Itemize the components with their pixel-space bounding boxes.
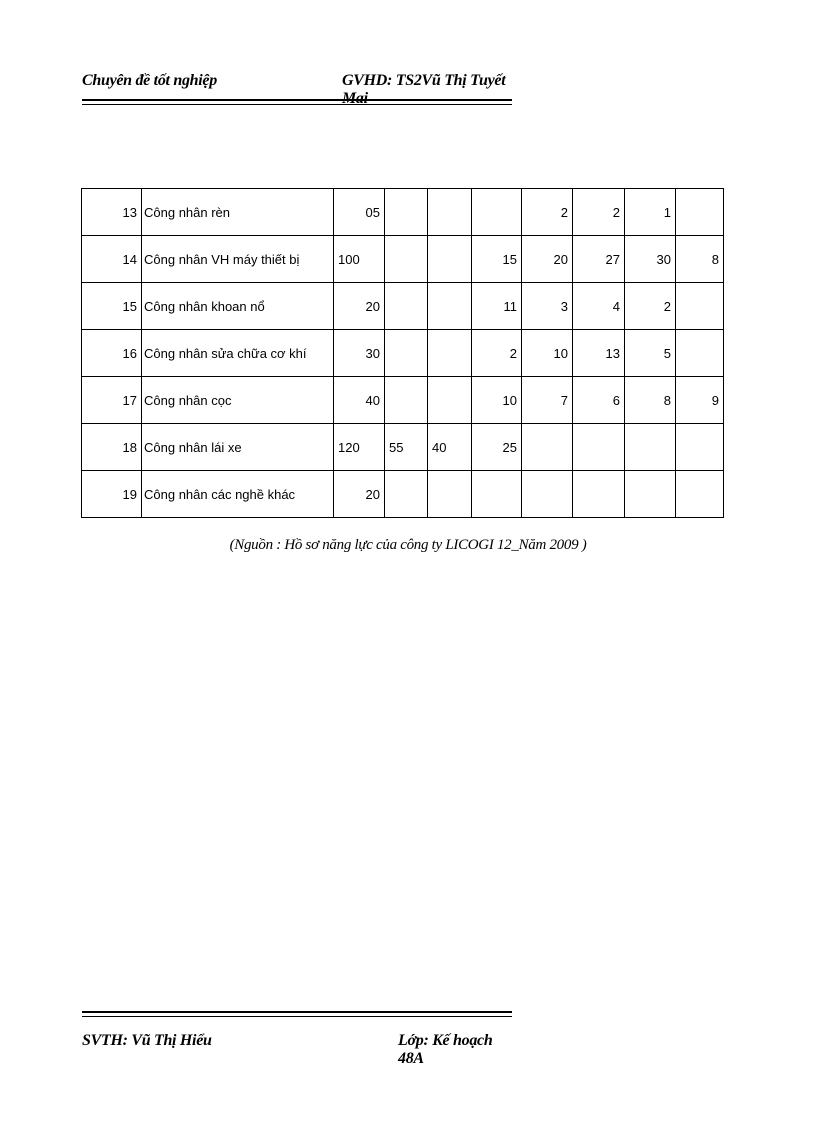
footer-rule-thin — [82, 1016, 512, 1017]
cell-value: 05 — [334, 189, 385, 236]
cell-value — [385, 330, 428, 377]
footer-class: Lớp: Kế hoạch 48A — [398, 1032, 493, 1067]
table-row — [82, 424, 724, 471]
cell-value — [573, 424, 625, 471]
cell-value — [428, 236, 472, 283]
cell-value: 30 — [625, 236, 676, 283]
cell-value — [472, 189, 522, 236]
table-row — [82, 236, 724, 283]
cell-stt: 18 — [82, 424, 142, 471]
cell-value: 8 — [625, 377, 676, 424]
cell-value: 2 — [625, 283, 676, 330]
page-footer — [82, 1030, 512, 1067]
cell-value: 40 — [428, 424, 472, 471]
cell-value: 100 — [334, 236, 385, 283]
cell-value: 27 — [573, 236, 625, 283]
cell-value — [385, 189, 428, 236]
cell-name: Công nhân sửa chữa cơ khí — [142, 330, 334, 377]
cell-stt: 14 — [82, 236, 142, 283]
cell-value: 55 — [385, 424, 428, 471]
cell-value — [428, 471, 472, 518]
cell-name: Công nhân lái xe — [142, 424, 334, 471]
cell-name: Công nhân rèn — [142, 189, 334, 236]
cell-name: Công nhân VH máy thiết bị — [142, 236, 334, 283]
cell-value — [428, 283, 472, 330]
cell-value: 20 — [334, 471, 385, 518]
cell-value: 20 — [334, 283, 385, 330]
cell-value: 20 — [522, 236, 573, 283]
header-rule-thin — [82, 104, 512, 105]
cell-value: 10 — [522, 330, 573, 377]
footer-rule-thick — [82, 1011, 512, 1013]
table-row — [82, 330, 724, 377]
cell-value: 7 — [522, 377, 573, 424]
cell-stt: 16 — [82, 330, 142, 377]
cell-value — [522, 424, 573, 471]
cell-name: Công nhân các nghề khác — [142, 471, 334, 518]
cell-value: 11 — [472, 283, 522, 330]
header-rule-thick — [82, 99, 512, 101]
table-row — [82, 471, 724, 518]
cell-value — [385, 236, 428, 283]
cell-value: 5 — [625, 330, 676, 377]
table-source-note: (Nguồn : Hồ sơ năng lực của công ty LICOGI 12_Năm 2009 ) — [229, 537, 587, 553]
cell-value — [385, 377, 428, 424]
table-row — [82, 377, 724, 424]
cell-value: 13 — [573, 330, 625, 377]
cell-value — [676, 283, 724, 330]
cell-value: 2 — [472, 330, 522, 377]
table-row — [82, 283, 724, 330]
cell-value: 10 — [472, 377, 522, 424]
cell-value: 9 — [676, 377, 724, 424]
cell-stt: 13 — [82, 189, 142, 236]
workforce-table — [81, 188, 724, 518]
cell-value — [428, 330, 472, 377]
cell-name: Công nhân cọc — [142, 377, 334, 424]
cell-value: 8 — [676, 236, 724, 283]
cell-value — [385, 471, 428, 518]
cell-stt: 17 — [82, 377, 142, 424]
cell-value — [676, 330, 724, 377]
cell-value — [428, 189, 472, 236]
cell-value — [625, 424, 676, 471]
cell-value — [472, 471, 522, 518]
cell-value: 6 — [573, 377, 625, 424]
header-thesis-title: Chuyên đề tốt nghiệp — [82, 72, 217, 89]
cell-value — [676, 189, 724, 236]
cell-value — [428, 377, 472, 424]
cell-value — [625, 471, 676, 518]
cell-value: 30 — [334, 330, 385, 377]
cell-stt: 15 — [82, 283, 142, 330]
footer-student: SVTH: Vũ Thị Hiểu — [82, 1032, 212, 1049]
cell-value: 1 — [625, 189, 676, 236]
cell-value: 40 — [334, 377, 385, 424]
cell-value: 4 — [573, 283, 625, 330]
cell-value — [522, 471, 573, 518]
cell-value: 25 — [472, 424, 522, 471]
table-row — [82, 189, 724, 236]
cell-value: 3 — [522, 283, 573, 330]
cell-stt: 19 — [82, 471, 142, 518]
cell-name: Công nhân khoan nổ — [142, 283, 334, 330]
cell-value — [676, 471, 724, 518]
cell-value — [573, 471, 625, 518]
header-supervisor: GVHD: TS2Vũ Thị Tuyết Mai — [342, 72, 506, 107]
cell-value: 2 — [573, 189, 625, 236]
cell-value — [676, 424, 724, 471]
cell-value: 15 — [472, 236, 522, 283]
cell-value — [385, 283, 428, 330]
cell-value: 2 — [522, 189, 573, 236]
cell-value: 120 — [334, 424, 385, 471]
